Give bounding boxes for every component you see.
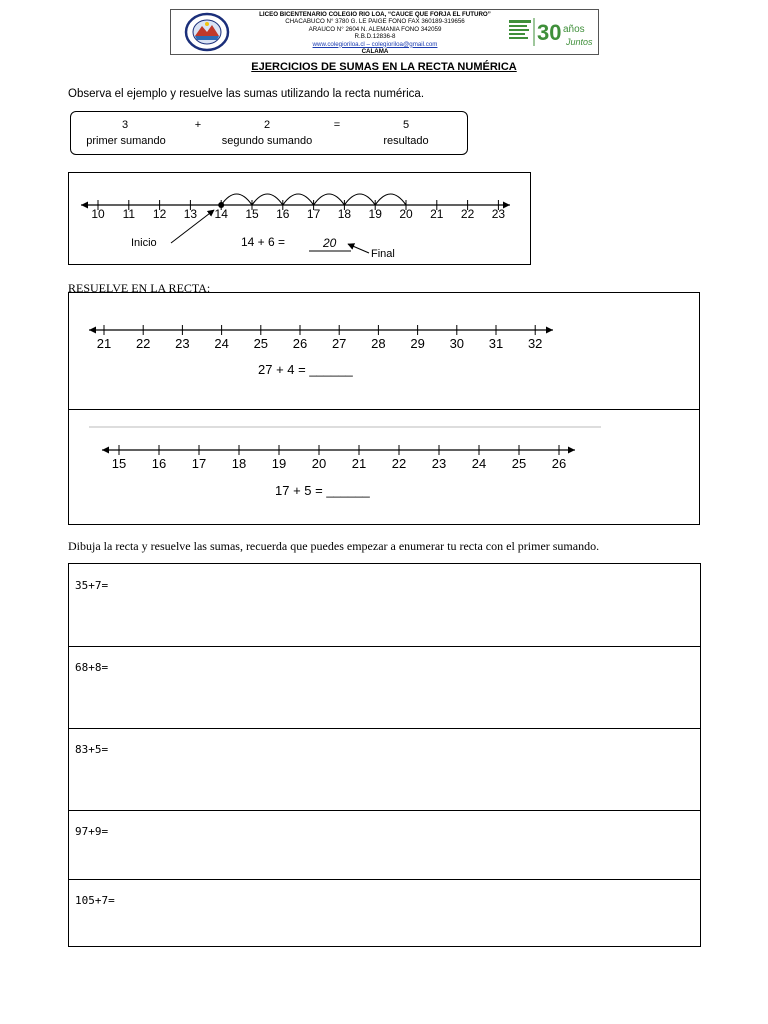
header-text-block xyxy=(240,11,510,55)
example-number-line xyxy=(69,173,530,264)
task-divider xyxy=(69,879,700,880)
exercise1-tick-label: 29 xyxy=(410,336,425,351)
exercise1-tick-labels xyxy=(97,336,543,351)
exercise2-axis xyxy=(102,445,575,455)
exercise2-tick-label: 23 xyxy=(431,456,447,471)
exercise-divider xyxy=(68,409,700,410)
exercise1-tick-label: 23 xyxy=(175,336,190,351)
exercise2-tick-label: 22 xyxy=(391,456,407,471)
jump-arc xyxy=(375,194,406,205)
exercise2-tick-label: 24 xyxy=(471,456,487,471)
example-tick-label: 13 xyxy=(183,207,198,221)
example-tick-label: 16 xyxy=(276,207,290,221)
task-divider xyxy=(69,810,700,811)
address-line-1: CHACABUCO N° 3780 G. LE PAIGE FONO FAX 360189-319656 xyxy=(285,18,465,26)
legend-first-addend: 3 xyxy=(121,119,129,131)
exercise2-tick-label: 16 xyxy=(151,456,167,471)
exercise2-tick-label: 19 xyxy=(271,456,287,471)
instruction-solve: RESUELVE EN LA RECTA: xyxy=(68,281,211,295)
task-2: 68+8= xyxy=(75,661,109,674)
example-tick-label: 17 xyxy=(306,207,321,221)
address-line-2: ARAUCO N° 2604 N. ALEMANIA FONO 342059 xyxy=(308,25,442,33)
exercise2-tick-label: 26 xyxy=(551,456,567,471)
exercise2-tick-label: 21 xyxy=(351,456,367,471)
example-answer: 20 xyxy=(323,236,337,250)
exercise1-axis xyxy=(89,325,553,335)
instruction-draw: Dibuja la recta y resuelve las sumas, recuerda que puedes empezar a enumerar tu recta con el primer sumando. xyxy=(68,539,600,553)
example-tick-label: 20 xyxy=(399,207,413,221)
exercise1-tick-label: 22 xyxy=(135,336,151,351)
exercise1-tick-label: 28 xyxy=(371,336,386,351)
right-arrowhead-icon xyxy=(568,447,575,454)
anniversary-word: años xyxy=(563,24,585,35)
legend-plus-sign: + xyxy=(194,119,202,131)
final-arrow xyxy=(348,244,369,253)
example-equation: 14 + 6 = xyxy=(241,235,286,249)
exercise1-tick-label: 31 xyxy=(488,336,504,351)
rbd-line: R.B.D.12836-8 xyxy=(354,33,396,41)
exercise1-tick-label: 30 xyxy=(449,336,465,351)
example-tick-label: 15 xyxy=(245,207,259,221)
exercise2-tick-label: 20 xyxy=(311,456,327,471)
left-arrowhead-icon xyxy=(89,327,96,334)
task-3: 83+5= xyxy=(75,743,109,756)
task-1: 35+7= xyxy=(75,579,109,592)
exercise2-tick-label: 18 xyxy=(231,456,247,471)
anniversary-number: 30 xyxy=(537,20,562,45)
exercise1-tick-label: 25 xyxy=(253,336,269,351)
example-axis xyxy=(81,200,510,210)
task-divider xyxy=(69,646,700,647)
exercise1-tick-label: 26 xyxy=(292,336,308,351)
left-arrowhead-icon xyxy=(102,447,109,454)
inicio-label: Inicio xyxy=(131,237,157,249)
example-jump-arcs xyxy=(218,194,406,208)
final-label: Final xyxy=(371,248,395,260)
exercise1-tick-label: 27 xyxy=(331,336,347,351)
example-box xyxy=(68,172,531,265)
example-tick-label: 22 xyxy=(460,207,475,221)
exercise1-equation: 27 + 4 = ______ xyxy=(258,362,353,377)
exercise2-tick-label: 17 xyxy=(191,456,207,471)
jump-arc xyxy=(221,194,252,205)
jump-arc xyxy=(314,194,345,205)
legend-result: 5 xyxy=(402,119,410,131)
task-5: 105+7= xyxy=(75,894,115,907)
page-title: EJERCICIOS DE SUMAS EN LA RECTA NUMÉRICA xyxy=(251,61,517,73)
example-tick-label: 10 xyxy=(91,207,105,221)
exercise1-tick-label: 21 xyxy=(96,336,112,351)
school-crest-logo xyxy=(184,12,230,52)
example-tick-label: 23 xyxy=(491,207,506,221)
example-tick-label: 21 xyxy=(430,207,444,221)
example-tick-label: 19 xyxy=(368,207,382,221)
legend-result-label: resultado xyxy=(383,135,429,147)
left-arrowhead-icon xyxy=(81,202,88,209)
addition-legend-box xyxy=(70,111,468,155)
example-tick-label: 11 xyxy=(122,207,136,221)
example-tick-labels xyxy=(91,207,505,221)
school-name: LICEO BICENTENARIO COLEGIO RIO LOA, “CAUCE QUE FORJA EL FUTURO” xyxy=(259,11,491,18)
legend-second-addend: 2 xyxy=(263,119,271,131)
exercise2-equation: 17 + 5 = ______ xyxy=(275,483,370,498)
task-divider xyxy=(69,728,700,729)
instruction-observe: Observa el ejemplo y resuelve las sumas utilizando la recta numérica. xyxy=(68,88,425,100)
exercise-number-lines xyxy=(69,293,699,523)
example-tick-label: 14 xyxy=(214,207,228,221)
exercise2-tick-label: 15 xyxy=(111,456,127,471)
anniversary-script: Juntos xyxy=(566,37,593,47)
right-arrowhead-icon xyxy=(546,327,553,334)
city-line: CALAMA xyxy=(361,48,389,56)
legend-equals-sign: = xyxy=(333,119,341,131)
legend-second-addend-label: segundo sumando xyxy=(221,135,313,147)
legend-first-addend-label: primer sumando xyxy=(86,135,166,147)
web-email-link[interactable]: www.colegioriloa.cl – colegioriloa@gmail.com xyxy=(312,40,438,48)
jump-arc xyxy=(283,194,314,205)
exercise2-tick-label: 25 xyxy=(511,456,527,471)
jump-arc xyxy=(344,194,375,205)
exercise1-tick-label: 24 xyxy=(214,336,229,351)
draw-tasks-box xyxy=(68,563,701,947)
task-4: 97+9= xyxy=(75,825,109,838)
anniversary-logo xyxy=(508,14,598,50)
exercise1-tick-label: 32 xyxy=(527,336,543,351)
example-tick-label: 18 xyxy=(337,207,352,221)
exercise2-tick-labels xyxy=(112,456,566,471)
jump-arc xyxy=(252,194,283,205)
example-tick-label: 12 xyxy=(152,207,167,221)
